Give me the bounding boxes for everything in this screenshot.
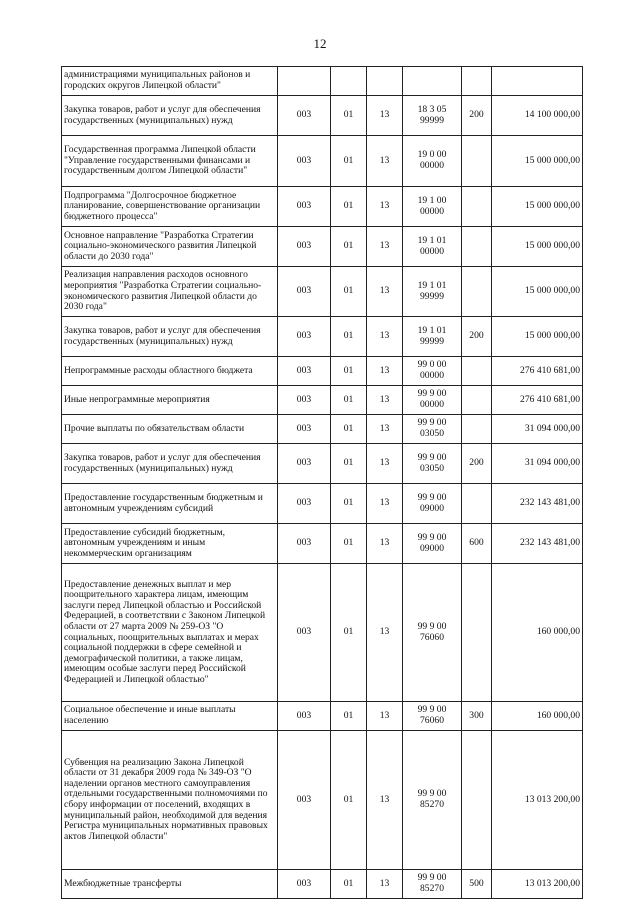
expense-type: 200	[462, 317, 492, 357]
amount: 31 094 000,00	[492, 444, 583, 484]
table-row	[62, 136, 583, 187]
gov-code: 003	[278, 357, 331, 386]
section-code	[331, 67, 367, 96]
expense-type	[462, 731, 492, 870]
amount: 31 094 000,00	[492, 415, 583, 444]
subsection-code: 13	[367, 702, 403, 731]
amount: 232 143 481,00	[492, 484, 583, 524]
table-row	[62, 227, 583, 267]
table-row	[62, 444, 583, 484]
section-code: 01	[331, 702, 367, 731]
subsection-code: 13	[367, 415, 403, 444]
section-code: 01	[331, 317, 367, 357]
amount: 232 143 481,00	[492, 524, 583, 564]
amount: 160 000,00	[492, 564, 583, 702]
row-description: Межбюджетные трансферты	[62, 870, 278, 899]
gov-code	[278, 67, 331, 96]
amount: 276 410 681,00	[492, 357, 583, 386]
gov-code: 003	[278, 702, 331, 731]
table-row	[62, 267, 583, 317]
subsection-code: 13	[367, 444, 403, 484]
amount: 14 100 000,00	[492, 96, 583, 136]
expense-type: 600	[462, 524, 492, 564]
section-code: 01	[331, 227, 367, 267]
target-article: 19 1 00 00000	[403, 187, 462, 227]
target-article: 99 9 00 03050	[403, 415, 462, 444]
target-article	[403, 67, 462, 96]
gov-code: 003	[278, 96, 331, 136]
expense-type: 200	[462, 444, 492, 484]
target-article: 19 1 01 00000	[403, 227, 462, 267]
subsection-code: 13	[367, 267, 403, 317]
gov-code: 003	[278, 524, 331, 564]
expense-type: 200	[462, 96, 492, 136]
target-article: 19 1 01 99999	[403, 267, 462, 317]
amount	[492, 67, 583, 96]
amount: 15 000 000,00	[492, 267, 583, 317]
expense-type	[462, 386, 492, 415]
expense-type	[462, 67, 492, 96]
section-code: 01	[331, 96, 367, 136]
row-description: Закупка товаров, работ и услуг для обеспечения государственных (муниципальных) нужд	[62, 444, 278, 484]
row-description: Иные непрограммные мероприятия	[62, 386, 278, 415]
subsection-code	[367, 67, 403, 96]
section-code: 01	[331, 415, 367, 444]
expense-type: 300	[462, 702, 492, 731]
row-description: Непрограммные расходы областного бюджета	[62, 357, 278, 386]
target-article: 99 9 00 76060	[403, 564, 462, 702]
expense-type	[462, 187, 492, 227]
gov-code: 003	[278, 267, 331, 317]
gov-code: 003	[278, 187, 331, 227]
target-article: 99 9 00 85270	[403, 870, 462, 899]
amount: 13 013 200,00	[492, 731, 583, 870]
subsection-code: 13	[367, 731, 403, 870]
subsection-code: 13	[367, 136, 403, 187]
subsection-code: 13	[367, 317, 403, 357]
amount: 15 000 000,00	[492, 227, 583, 267]
gov-code: 003	[278, 386, 331, 415]
table-row	[62, 357, 583, 386]
section-code: 01	[331, 870, 367, 899]
table-row	[62, 870, 583, 899]
expense-type	[462, 136, 492, 187]
row-description: Основное направление "Разработка Стратегии социально-экономического развития Липецкой области до 2030 года"	[62, 227, 278, 267]
row-description: Предоставление государственным бюджетным и автономным учреждениям субсидий	[62, 484, 278, 524]
gov-code: 003	[278, 731, 331, 870]
amount: 276 410 681,00	[492, 386, 583, 415]
target-article: 99 9 00 03050	[403, 444, 462, 484]
section-code: 01	[331, 136, 367, 187]
target-article: 19 1 01 99999	[403, 317, 462, 357]
table-row	[62, 67, 583, 96]
amount: 15 000 000,00	[492, 136, 583, 187]
page-number: 12	[313, 36, 327, 51]
table-row	[62, 564, 583, 702]
gov-code: 003	[278, 870, 331, 899]
gov-code: 003	[278, 564, 331, 702]
subsection-code: 13	[367, 564, 403, 702]
target-article: 99 9 00 00000	[403, 386, 462, 415]
row-description: Подпрограмма "Долгосрочное бюджетное планирование, совершенствование организации бюджетного процесса"	[62, 187, 278, 227]
table-row	[62, 317, 583, 357]
target-article: 99 9 00 76060	[403, 702, 462, 731]
subsection-code: 13	[367, 484, 403, 524]
row-description: Реализация направления расходов основного мероприятия "Разработка Стратегии социально-экономического развития Липецкой области до 2030 года"	[62, 267, 278, 317]
section-code: 01	[331, 357, 367, 386]
subsection-code: 13	[367, 524, 403, 564]
expense-type	[462, 227, 492, 267]
row-description: Социальное обеспечение и иные выплаты населению	[62, 702, 278, 731]
section-code: 01	[331, 524, 367, 564]
amount: 160 000,00	[492, 702, 583, 731]
row-description: Субвенция на реализацию Закона Липецкой области от 31 декабря 2009 года № 349-ОЗ "О наделении органов местного самоуправления отдельными государственными полномочиями по сбору информации от поселений, входящих в муниципальный район, необходимой для ведения Регистра муниципальных нормативных правовых актов Липецкой области"	[62, 731, 278, 870]
expense-type	[462, 564, 492, 702]
expense-type	[462, 357, 492, 386]
row-description: Предоставление денежных выплат и мер поощрительного характера лицам, имеющим заслуги перед Липецкой областью и Российской Федерацией, в соответствии с Законом Липецкой области от 27 марта 2009 № 259-ОЗ "О социальных, поощрительных выплатах и мерах социальной поддержки в сфере семейной и демографической политики, а также лицам, имеющим особые заслуги перед Российской Федерацией и Липецкой областью"	[62, 564, 278, 702]
row-description: Государственная программа Липецкой области "Управление государственными финансами и государственным долгом Липецкой области"	[62, 136, 278, 187]
table-row	[62, 386, 583, 415]
table-row	[62, 524, 583, 564]
table-row	[62, 702, 583, 731]
target-article: 99 9 00 09000	[403, 484, 462, 524]
subsection-code: 13	[367, 96, 403, 136]
section-code: 01	[331, 267, 367, 317]
target-article: 19 0 00 00000	[403, 136, 462, 187]
subsection-code: 13	[367, 357, 403, 386]
budget-table	[61, 66, 583, 899]
gov-code: 003	[278, 136, 331, 187]
table-row	[62, 731, 583, 870]
table-row	[62, 415, 583, 444]
amount: 15 000 000,00	[492, 187, 583, 227]
section-code: 01	[331, 484, 367, 524]
subsection-code: 13	[367, 386, 403, 415]
target-article: 18 3 05 99999	[403, 96, 462, 136]
gov-code: 003	[278, 317, 331, 357]
section-code: 01	[331, 564, 367, 702]
section-code: 01	[331, 386, 367, 415]
table-row	[62, 187, 583, 227]
subsection-code: 13	[367, 227, 403, 267]
subsection-code: 13	[367, 870, 403, 899]
section-code: 01	[331, 731, 367, 870]
expense-type	[462, 267, 492, 317]
target-article: 99 0 00 00000	[403, 357, 462, 386]
section-code: 01	[331, 444, 367, 484]
expense-type: 500	[462, 870, 492, 899]
target-article: 99 9 00 09000	[403, 524, 462, 564]
gov-code: 003	[278, 415, 331, 444]
row-description: Прочие выплаты по обязательствам области	[62, 415, 278, 444]
expense-type	[462, 484, 492, 524]
gov-code: 003	[278, 444, 331, 484]
gov-code: 003	[278, 227, 331, 267]
expense-type	[462, 415, 492, 444]
table-row	[62, 96, 583, 136]
section-code: 01	[331, 187, 367, 227]
gov-code: 003	[278, 484, 331, 524]
row-description: Предоставление субсидий бюджетным, автономным учреждениям и иным некоммерческим организациям	[62, 524, 278, 564]
table-row	[62, 484, 583, 524]
row-description: Закупка товаров, работ и услуг для обеспечения государственных (муниципальных) нужд	[62, 317, 278, 357]
subsection-code: 13	[367, 187, 403, 227]
amount: 15 000 000,00	[492, 317, 583, 357]
amount: 13 013 200,00	[492, 870, 583, 899]
target-article: 99 9 00 85270	[403, 731, 462, 870]
row-description: Закупка товаров, работ и услуг для обеспечения государственных (муниципальных) нужд	[62, 96, 278, 136]
row-description: администрациями муниципальных районов и городских округов Липецкой области"	[62, 67, 278, 96]
